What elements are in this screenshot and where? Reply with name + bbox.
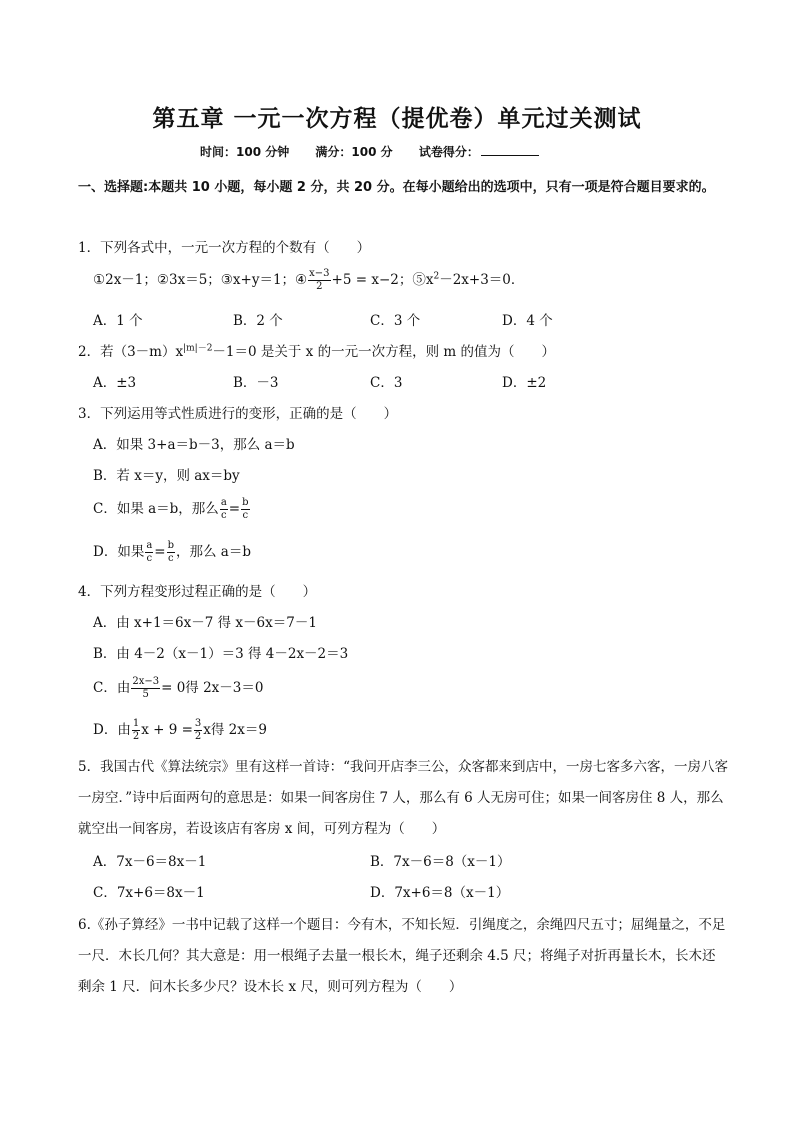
got-score-info [419,143,561,160]
q3-option-a: A．如果 3+a＝b－3，那么 a＝b [93,437,295,453]
q1-frac-den: 2 [316,281,323,292]
q3-d-frac-1 [145,540,153,565]
q2-option-b: B．－3 [233,375,279,391]
q3-c-frac-1 [220,497,228,522]
q4-option-a: A．由 x+1＝6x－7 得 x－6x＝7－1 [93,615,317,631]
q1-fraction [308,268,330,293]
q3-c-f2-den: c [242,510,249,521]
q4-option-d [93,718,267,743]
q4-d-f2-num: 3 [194,718,202,729]
question-3-stem: 3．下列运用等式性质进行的变形，正确的是（ ） [78,406,398,422]
q2-option-a: A．±3 [93,375,137,391]
q4-c-num: 2x−3 [132,676,160,687]
exam-meta [200,143,583,160]
q2-stem-part-a: 2．若（3－m）x [78,344,184,360]
q2-option-c: C．3 [370,375,403,391]
q5-option-a: A．7x－6＝8x－1 [93,854,207,870]
page-title: 第五章 一元一次方程（提优卷）单元过关测试 [152,105,642,132]
q3-d-f1-num: a [146,540,153,551]
q3-c-frac-2 [241,497,249,522]
q4-option-c [93,676,263,701]
q3-option-d [93,540,251,565]
q3-c-f1-den: c [220,510,227,521]
q1-option-b: B．2 个 [233,313,283,329]
q3-d-text-b: ，那么 a＝b [176,544,251,560]
q4-d-text-a: D．由 [93,722,131,738]
q3-d-f1-den: c [146,553,153,564]
q4-c-frac [131,676,160,701]
q4-c-text-a: C．由 [93,680,131,696]
q4-option-b: B．由 4－2（x－1）＝3 得 4－2x－2＝3 [93,646,349,662]
q3-d-f2-den: c [168,553,174,564]
q5-option-d: D．7x+6＝8（x－1） [370,885,510,901]
q3-c-f2-num: b [242,497,249,508]
q4-d-text-b: x得 2x＝9 [203,722,267,738]
q4-d-text-mid: x + 9 = [141,722,193,738]
question-4-stem: 4．下列方程变形过程正确的是（ ） [78,584,317,600]
q1-option-d: D．4 个 [502,313,553,329]
q3-d-text-a: D．如果 [93,544,145,560]
q4-d-frac-2 [194,718,202,743]
q3-c-f1-num: a [220,497,227,508]
section-heading: 一、选择题:本题共 10 小题，每小题 2 分，共 20 分。在每小题给出的选项中，只有一项是符合题目要求的。 [78,180,715,195]
q1-items-part-c: －2x+3＝0． [439,272,525,288]
q1-option-c: C．3 个 [370,313,421,329]
q2-superscript: |m|－2 [183,343,213,354]
got-score-label: 试卷得分： [418,145,479,159]
q1-superscript: 2 [433,271,440,282]
q3-c-eq: = [228,501,241,517]
q4-d-f2-den: 2 [194,731,202,742]
q3-d-eq: = [154,544,166,560]
q5-option-b: B．7x－6＝8（x－1） [370,854,511,870]
question-1-stem: 1．下列各式中，一元一次方程的个数有（ ） [78,240,371,256]
question-5-stem: 5．我国古代《算法统宗》里有这样一首诗：“我问开店李三公，众客都来到店中，一房七客多六客，一房八客一房空．”诗中后面两句的意思是：如果一间客房住 7 人，那么有 6 人无房可住；如果一间客房住 8 人，那么就空出一间客房，若设该店有客房 x 间，可列方程为（ ） [78,759,728,837]
q3-c-text: C．如果 a＝b，那么 [93,501,219,517]
q4-d-f1-num: 1 [132,718,140,729]
q3-d-frac-2 [167,540,175,565]
q1-items-part-a: ①2x－1；②3x＝5；③x+y＝1；④ [93,272,308,288]
q5-option-c: C．7x+6＝8x－1 [93,885,205,901]
q1-option-a: A．1 个 [93,313,143,329]
score-info: 满分：100 分 [315,145,393,159]
q3-option-b: B．若 x＝y，则 ax＝by [93,468,240,484]
q4-d-frac-1 [132,718,140,743]
q4-c-den: 5 [142,689,149,700]
question-6-stem: 6.《孙子算经》一书中记载了这样一个题目：今有木，不知长短．引绳度之，余绳四尺五寸；屈绳量之，不足一尺．木长几何？其大意是：用一根绳子去量一根长木，绳子还剩余 4.5 尺；将绳子对折再量长木，长木还剩余 1 尺．问木长多少尺？设木长 x 尺，则可列方程为（ ） [78,917,726,995]
q4-d-f1-den: 2 [132,731,140,742]
score-blank [481,144,539,156]
question-1-items [93,268,524,293]
time-info: 时间：100 分钟 [200,145,290,159]
q2-stem-part-b: －1＝0 是关于 x 的一元一次方程，则 m 的值为（ ） [212,344,555,360]
q3-d-f2-num: b [167,540,175,551]
question-2-stem [78,340,555,360]
q4-c-text-b: = 0得 2x－3＝0 [161,680,264,696]
q2-option-d: D．±2 [502,375,547,391]
q1-frac-num: x−3 [309,268,330,279]
q1-items-part-b: +5 = x−2；⑤x [331,272,434,288]
q3-option-c [93,497,251,522]
